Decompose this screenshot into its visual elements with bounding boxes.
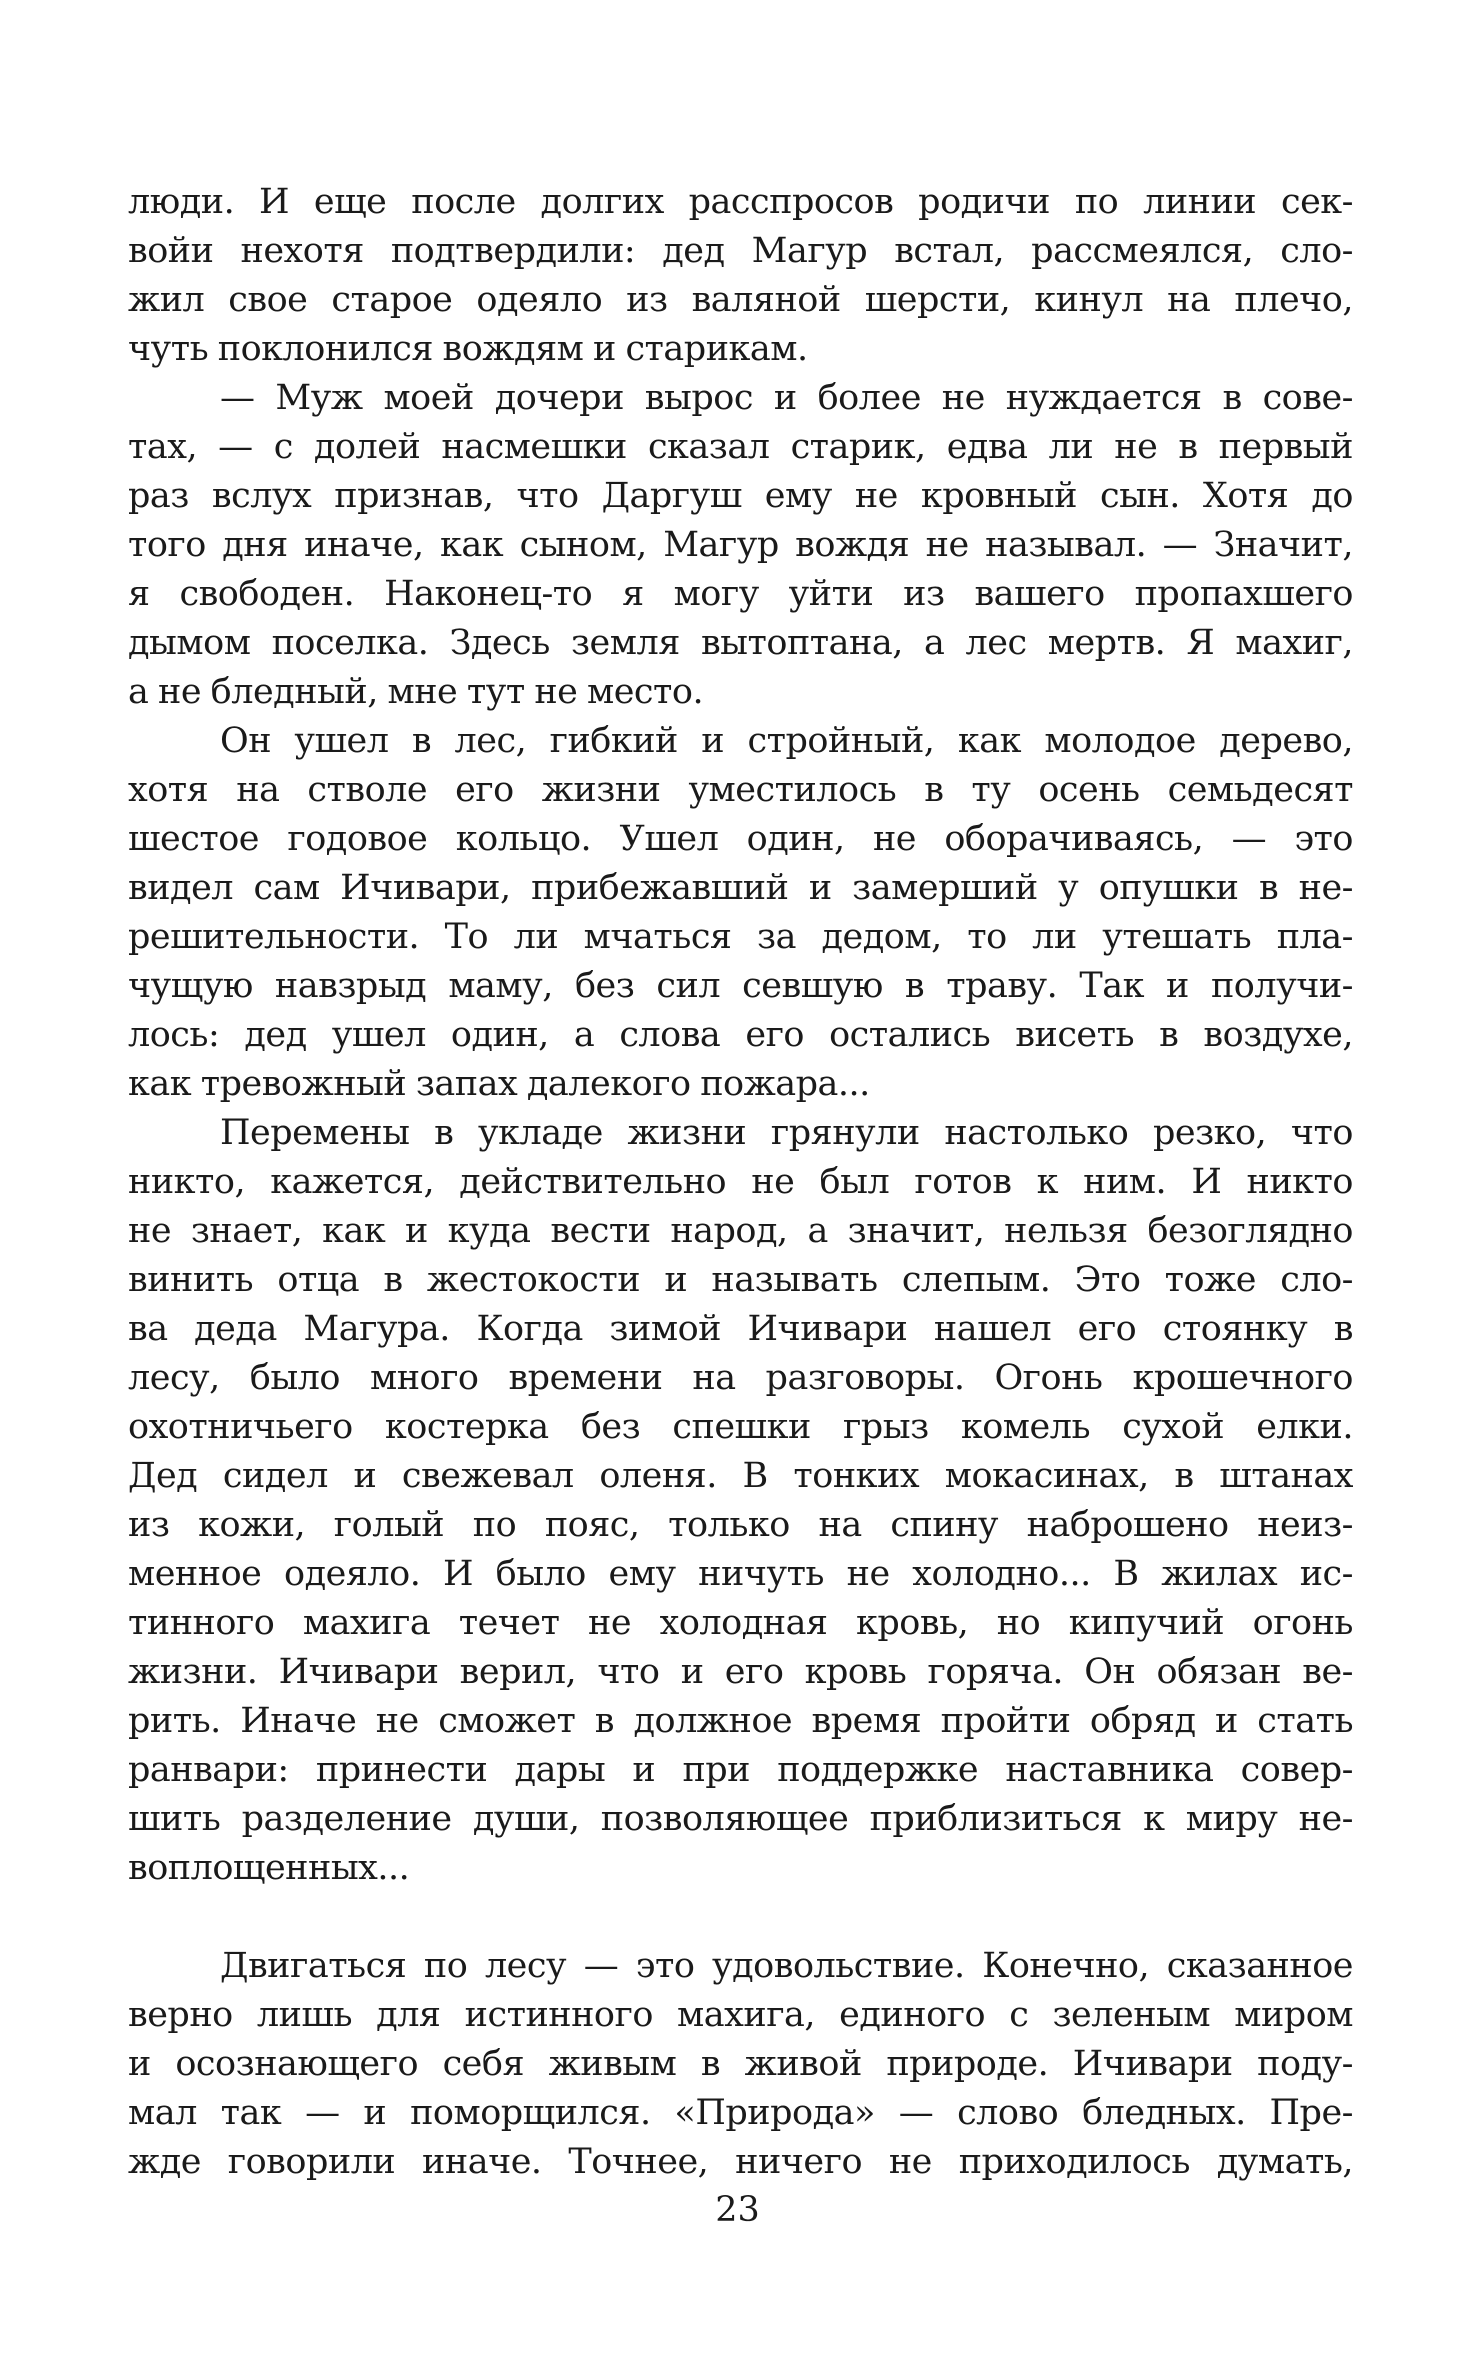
paragraph [128, 717, 1353, 1109]
text-line: Двигаться по лесу — это удовольствие. Конечно, сказанное [220, 1946, 1353, 1986]
section-break [128, 1893, 1353, 1942]
text-line: Он ушел в лес, гибкий и стройный, как молодое дерево, [220, 721, 1353, 761]
text-line: решительности. То ли мчаться за дедом, то ли утешать пла- [128, 917, 1353, 957]
text-line: винить отца в жестокости и называть слепым. Это тоже сло- [128, 1260, 1353, 1300]
body-text [128, 178, 1353, 2187]
text-line: ва деда Магура. Когда зимой Ичивари нашел его стоянку в [128, 1309, 1353, 1349]
text-line: тинного махига течет не холодная кровь, но кипучий огонь [128, 1603, 1353, 1643]
text-line: дымом поселка. Здесь земля вытоптана, а лес мертв. Я махиг, [128, 623, 1353, 663]
text-line: как тревожный запах далекого пожара... [128, 1064, 870, 1104]
text-line: менное одеяло. И было ему ничуть не холодно... В жилах ис- [128, 1554, 1353, 1594]
text-line: никто, кажется, действительно не был готов к ним. И никто [128, 1162, 1353, 1202]
text-line: тах, — с долей насмешки сказал старик, едва ли не в первый [128, 427, 1353, 467]
paragraph [128, 1109, 1353, 1893]
text-line: жизни. Ичивари верил, что и его кровь горяча. Он обязан ве- [128, 1652, 1353, 1692]
text-line: жде говорили иначе. Точнее, ничего не приходилось думать, [128, 2142, 1353, 2182]
paragraph [128, 1942, 1353, 2187]
paragraph [128, 178, 1353, 374]
text-line: жил свое старое одеяло из валяной шерсти, кинул на плечо, [128, 280, 1353, 320]
text-line: чуть поклонился вождям и старикам. [128, 329, 808, 369]
text-line: — Муж моей дочери вырос и более не нуждается в сове- [220, 378, 1353, 418]
text-line: раз вслух признав, что Даргуш ему не кровный сын. Хотя до [128, 476, 1353, 516]
text-line: чущую навзрыд маму, без сил севшую в траву. Так и получи- [128, 966, 1353, 1006]
text-line: рить. Иначе не сможет в должное время пройти обряд и стать [128, 1701, 1353, 1741]
page-number: 23 [715, 2190, 760, 2230]
text-line: люди. И еще после долгих расспросов родичи по линии сек- [128, 182, 1353, 222]
text-line: лось: дед ушел один, а слова его остались висеть в воздухе, [128, 1015, 1353, 1055]
text-line: видел сам Ичивари, прибежавший и замерший у опушки в не- [128, 868, 1353, 908]
text-line: воплощенных... [128, 1848, 410, 1888]
text-line: ранвари: принести дары и при поддержке наставника совер- [128, 1750, 1353, 1790]
text-line: а не бледный, мне тут не место. [128, 672, 704, 712]
text-line: не знает, как и куда вести народ, а значит, нельзя безоглядно [128, 1211, 1353, 1251]
text-line: шить разделение души, позволяющее приблизиться к миру не- [128, 1799, 1353, 1839]
paragraph [128, 374, 1353, 717]
text-line: я свободен. Наконец-то я могу уйти из вашего пропахшего [128, 574, 1353, 614]
text-line: мал так — и поморщился. «Природа» — слово бледных. Пре- [128, 2093, 1353, 2133]
text-line: лесу, было много времени на разговоры. Огонь крошечного [128, 1358, 1353, 1398]
text-line: того дня иначе, как сыном, Магур вождя не называл. — Значит, [128, 525, 1353, 565]
text-line: шестое годовое кольцо. Ушел один, не оборачиваясь, — это [128, 819, 1353, 859]
text-line: охотничьего костерка без спешки грыз комель сухой елки. [128, 1407, 1353, 1447]
text-line: верно лишь для истинного махига, единого с зеленым миром [128, 1995, 1353, 2035]
text-line: из кожи, голый по пояс, только на спину наброшено неиз- [128, 1505, 1353, 1545]
text-line: хотя на стволе его жизни уместилось в ту осень семьдесят [128, 770, 1353, 810]
text-line: Перемены в укладе жизни грянули настолько резко, что [220, 1113, 1353, 1153]
text-line: войи нехотя подтвердили: дед Магур встал, рассмеялся, сло- [128, 231, 1353, 271]
text-line: Дед сидел и свежевал оленя. В тонких мокасинах, в штанах [128, 1456, 1353, 1496]
text-line: и осознающего себя живым в живой природе. Ичивари поду- [128, 2044, 1353, 2084]
